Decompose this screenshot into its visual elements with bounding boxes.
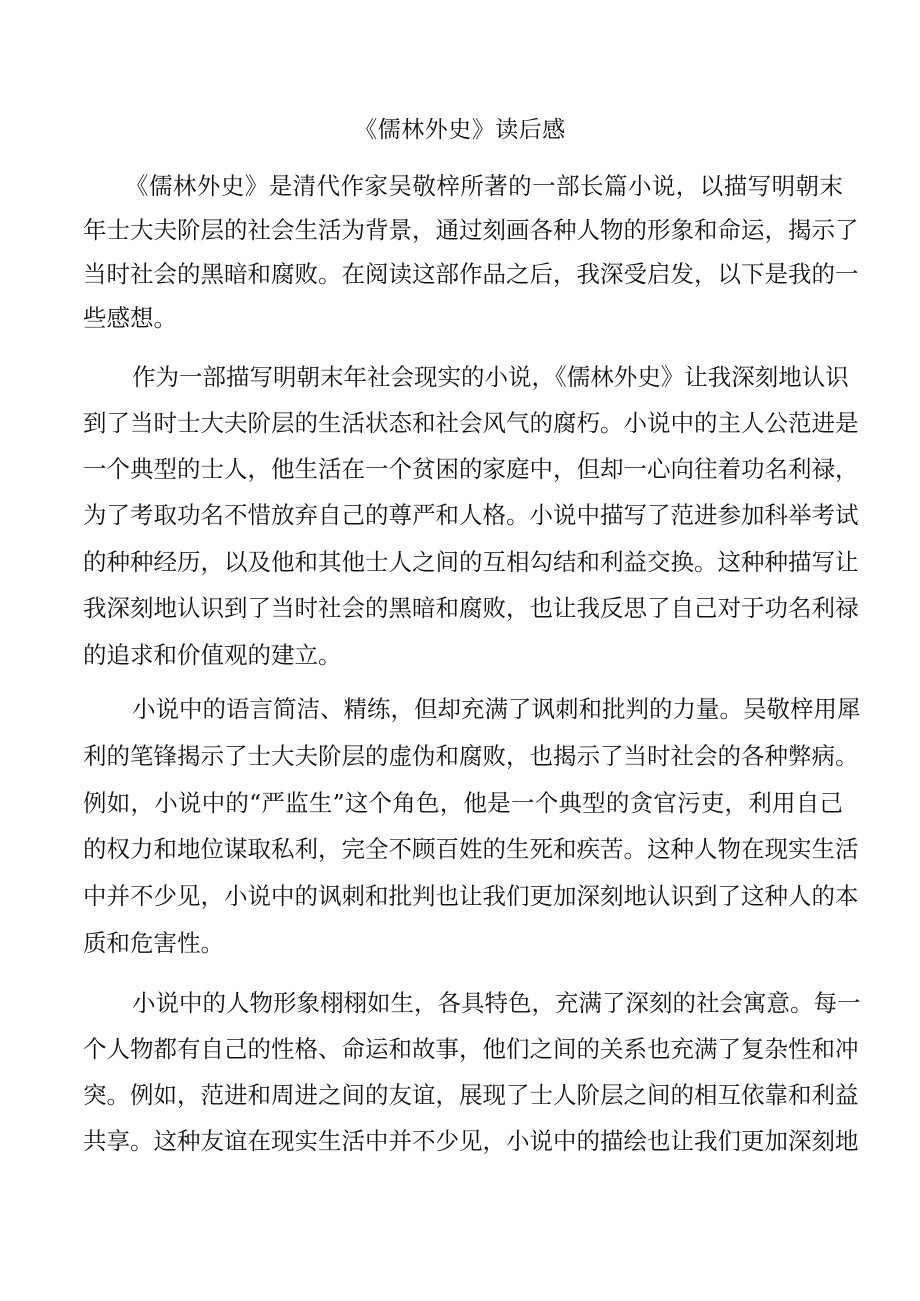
paragraph-2-line-7: 的追求和价值观的建立。 [83,641,342,669]
paragraph-1-line-4: 些感想。 [83,304,177,332]
paragraph-2-line-2: 到了当时士大夫阶层的生活状态和社会风气的腐朽。小说中的主人公范进是 [83,409,859,437]
paragraph-3-line-6: 质和危害性。 [83,929,224,957]
paragraph-4-line-1: 小说中的人物形象栩栩如生，各具特色，充满了深刻的社会寓意。每一 [132,989,861,1017]
paragraph-1-line-1: 《儒林外史》是清代作家吴敬梓所著的一部长篇小说，以描写明朝末 [125,172,843,200]
paragraph-3-line-5: 中并不少见，小说中的讽刺和批判也让我们更加深刻地认识到了这种人的本 [83,882,859,910]
paragraph-3-line-3: 例如，小说中的“严监生”这个角色，他是一个典型的贪官污吏，利用自己 [83,789,843,817]
paragraph-4-line-4: 共享。这种友谊在现实生活中并不少见，小说中的描绘也让我们更加深刻地 [83,1127,859,1155]
paragraph-3-line-2: 利的笔锋揭示了士大夫阶层的虚伪和腐败，也揭示了当时社会的各种弊病。 [83,742,859,770]
paragraph-2-line-4: 为了考取功名不惜放弃自己的尊严和人格。小说中描写了范进参加科举考试 [83,501,859,529]
paragraph-3-line-1: 小说中的语言简洁、精练，但却充满了讽刺和批判的力量。吴敬梓用犀 [132,695,861,723]
paragraph-4-line-3: 突。例如，范进和周进之间的友谊，展现了士人阶层之间的相互依靠和利益 [83,1081,859,1109]
paragraph-2-line-1: 作为一部描写明朝末年社会现实的小说，《儒林外史》让我深刻地认识 [132,363,849,391]
paragraph-1-line-3: 当时社会的黑暗和腐败。在阅读这部作品之后，我深受启发，以下是我的一 [83,260,859,288]
paragraph-4-line-2: 个人物都有自己的性格、命运和故事，他们之间的关系也充满了复杂性和冲 [83,1035,859,1063]
paragraph-2-line-6: 我深刻地认识到了当时社会的黑暗和腐败，也让我反思了自己对于功名利禄 [83,594,859,622]
paragraph-1-line-2: 年士大夫阶层的社会生活为背景，通过刻画各种人物的形象和命运，揭示了 [83,216,859,244]
paragraph-2-line-5: 的种种经历，以及他和其他士人之间的互相勾结和利益交换。这种种描写让 [83,548,859,576]
document-title: 《儒林外史》读后感 [354,117,566,143]
paragraph-2-line-3: 一个典型的士人，他生活在一个贫困的家庭中，但却一心向往着功名利禄， [83,455,859,483]
paragraph-3-line-4: 的权力和地位谋取私利，完全不顾百姓的生死和疾苦。这种人物在现实生活 [83,835,859,863]
